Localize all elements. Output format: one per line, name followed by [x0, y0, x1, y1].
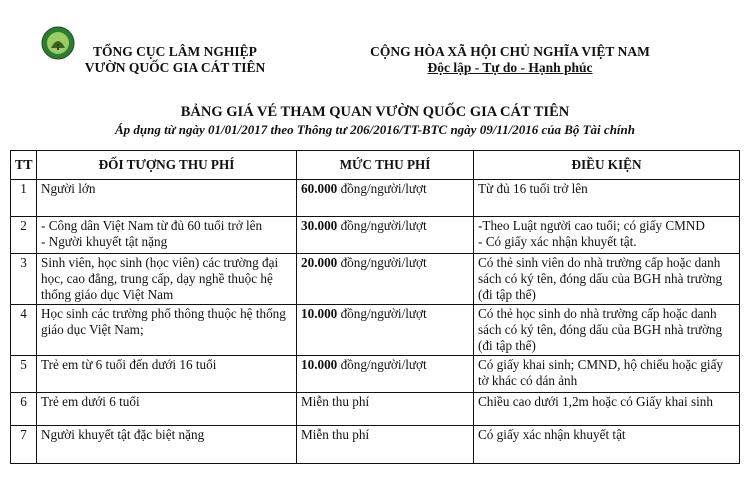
fee-condition: Từ đủ 16 tuổi trở lên — [474, 180, 740, 217]
fee-condition: Có giấy xác nhận khuyết tật — [474, 426, 740, 464]
document-subtitle: Áp dụng từ ngày 01/01/2017 theo Thông tư 206/2016/TT-BTC ngày 09/11/2016 của Bộ Tài chính — [115, 122, 635, 137]
table-row — [11, 393, 740, 426]
table-row — [11, 356, 740, 393]
fee-target: Trẻ em dưới 6 tuổi — [37, 393, 297, 426]
row-number: 6 — [11, 393, 37, 426]
fee-target: Người khuyết tật đặc biệt nặng — [37, 426, 297, 464]
table-row — [11, 254, 740, 305]
fee-amount: 30.000 đồng/người/lượt — [297, 217, 474, 254]
fee-target: Trẻ em từ 6 tuổi đến dưới 16 tuổi — [37, 356, 297, 393]
national-motto: Độc lập - Tự do - Hạnh phúc — [427, 60, 593, 75]
header-fee: MỨC THU PHÍ — [297, 151, 474, 180]
fee-condition: -Theo Luật người cao tuổi; có giấy CMND - Có giấy xác nhận khuyết tật. — [474, 217, 740, 254]
fee-condition: Có giấy khai sinh; CMND, hộ chiếu hoặc giấy tờ khác có dán ảnh — [474, 356, 740, 393]
fee-condition: Chiều cao dưới 1,2m hoặc có Giấy khai sinh — [474, 393, 740, 426]
document-title: BẢNG GIÁ VÉ THAM QUAN VƯỜN QUỐC GIA CÁT TIÊN — [180, 104, 570, 120]
header-tt: TT — [11, 151, 37, 180]
row-number: 3 — [11, 254, 37, 305]
fee-target: - Công dân Việt Nam từ đủ 60 tuổi trở lên - Người khuyết tật nặng — [37, 217, 297, 254]
nation-name: CỘNG HÒA XÃ HỘI CHỦ NGHĨA VIỆT NAM — [370, 44, 650, 59]
fee-target: Sinh viên, học sinh (học viên) các trường đại học, cao đẳng, trung cấp, dạy nghề thuộc hệ thống giáo dục Việt Nam — [37, 254, 297, 305]
table-row — [11, 217, 740, 254]
header-target: ĐỐI TƯỢNG THU PHÍ — [37, 151, 297, 180]
national-header — [330, 44, 690, 76]
table-row — [11, 305, 740, 356]
fee-condition: Có thẻ sinh viên do nhà trường cấp hoặc danh sách có ký tên, đóng dấu của BGH nhà trường (đi tập thể) — [474, 254, 740, 305]
organization-header — [60, 44, 290, 76]
fee-target: Người lớn — [37, 180, 297, 217]
row-number: 4 — [11, 305, 37, 356]
fee-amount: 10.000 đồng/người/lượt — [297, 305, 474, 356]
fee-table — [10, 150, 740, 464]
org-name-line2: VƯỜN QUỐC GIA CÁT TIÊN — [84, 60, 266, 75]
table-header-row — [11, 151, 740, 180]
org-name-line1: TỔNG CỤC LÂM NGHIỆP — [93, 44, 257, 59]
fee-target: Học sinh các trường phổ thông thuộc hệ thống giáo dục Việt Nam; — [37, 305, 297, 356]
table-row — [11, 180, 740, 217]
row-number: 2 — [11, 217, 37, 254]
header-condition: ĐIỀU KIỆN — [474, 151, 740, 180]
row-number: 7 — [11, 426, 37, 464]
fee-condition: Có thẻ học sinh do nhà trường cấp hoặc danh sách có ký tên, đóng dấu của BGH nhà trường (đi tập thể) — [474, 305, 740, 356]
fee-amount: 10.000 đồng/người/lượt — [297, 356, 474, 393]
fee-amount: Miễn thu phí — [297, 393, 474, 426]
fee-amount: Miễn thu phí — [297, 426, 474, 464]
row-number: 5 — [11, 356, 37, 393]
fee-amount: 20.000 đồng/người/lượt — [297, 254, 474, 305]
fee-amount: 60.000 đồng/người/lượt — [297, 180, 474, 217]
row-number: 1 — [11, 180, 37, 217]
table-row — [11, 426, 740, 464]
